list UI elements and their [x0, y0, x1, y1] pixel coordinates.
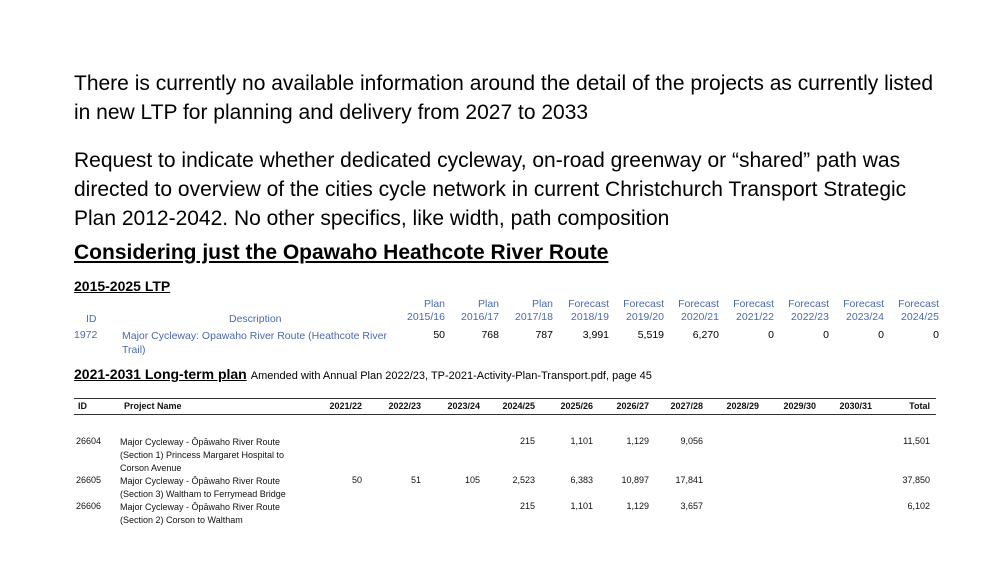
cell-value: 50 — [351, 475, 362, 485]
cell-value: 105 — [464, 475, 480, 485]
cell-value: 768 — [481, 329, 499, 341]
cell-value: 5,519 — [637, 329, 664, 341]
cell-value: 3,991 — [582, 329, 609, 341]
cell-value: 1,129 — [626, 501, 649, 511]
cell-value: 3,657 — [680, 501, 703, 511]
row-id: 1972 — [74, 329, 98, 341]
cell-value: 6,383 — [570, 475, 593, 485]
column-header: 2026/27 — [616, 401, 649, 411]
column-header: 2027/28 — [670, 401, 703, 411]
column-header: 2030/31 — [839, 401, 872, 411]
cell-total: 6,102 — [907, 501, 930, 511]
cell-value: 50 — [433, 329, 445, 341]
cell-value: 10,897 — [621, 475, 649, 485]
column-header: Forecast 2023/24 — [843, 298, 884, 323]
cell-value: 51 — [410, 475, 421, 485]
cell-value: 9,056 — [680, 436, 703, 446]
column-header: Forecast 2022/23 — [788, 298, 829, 323]
cell-value: 0 — [878, 329, 884, 341]
row-project-name: Major Cycleway - Ōpāwaho River Route (Section 1) Princess Margaret Hospital to Corson Avenue — [120, 437, 285, 473]
cell-value: 2,523 — [512, 475, 535, 485]
intro-paragraph: There is currently no available information around the detail of the projects as currently listed in new LTP for planning and delivery from 2027 to 2033 — [74, 72, 934, 124]
cell-value: 17,841 — [675, 475, 703, 485]
column-header: 2021/22 — [329, 401, 362, 411]
column-header-id: ID — [78, 401, 87, 411]
cell-value: 0 — [933, 329, 939, 341]
ltp-2015-title: 2015-2025 LTP — [74, 278, 171, 294]
request-paragraph: Request to indicate whether dedicated cycleway, on-road greenway or “shared” path was directed to overview of the cities cycle network in current Christchurch Transport Strategic Plan 2012-2042. No other specifics, like width, path composition — [74, 149, 907, 230]
column-header: Forecast 2018/19 — [568, 298, 609, 323]
row-id: 26606 — [76, 501, 102, 511]
table-rule — [74, 398, 936, 399]
row-description: Major Cycleway: Opawaho River Route (Heathcote River Trail) — [122, 330, 387, 356]
cell-value: 787 — [535, 329, 553, 341]
cell-value: 215 — [519, 436, 535, 446]
cell-value: 1,101 — [570, 501, 593, 511]
column-header-description: Description — [229, 313, 282, 325]
cell-value: 0 — [823, 329, 829, 341]
column-header-id: ID — [86, 313, 97, 325]
column-header: 2023/24 — [447, 401, 480, 411]
column-header: Plan 2016/17 — [461, 298, 499, 323]
cell-value: 0 — [768, 329, 774, 341]
cell-value: 1,129 — [626, 436, 649, 446]
cell-total: 11,501 — [903, 436, 930, 446]
column-header: Forecast 2019/20 — [623, 298, 664, 323]
column-header: Plan 2015/16 — [407, 298, 445, 323]
cell-total: 37,850 — [902, 475, 930, 485]
column-header: Forecast 2020/21 — [678, 298, 719, 323]
column-header: Plan 2017/18 — [515, 298, 553, 323]
column-header-project-name: Project Name — [124, 401, 182, 411]
row-id: 26605 — [76, 475, 102, 485]
cell-value: 1,101 — [570, 436, 593, 446]
route-heading: Considering just the Opawaho Heathcote River Route — [74, 241, 609, 264]
column-header: 2025/26 — [560, 401, 593, 411]
row-project-name: Major Cycleway - Ōpāwaho River Route (Section 3) Waltham to Ferrymead Bridge — [120, 476, 286, 499]
row-id: 26604 — [76, 436, 102, 446]
ltp-2021-note: Amended with Annual Plan 2022/23, TP-2021-Activity-Plan-Transport.pdf, page 45 — [250, 370, 652, 382]
ltp-2021-heading — [74, 366, 652, 382]
cell-value: 6,270 — [692, 329, 719, 341]
column-header: Forecast 2021/22 — [733, 298, 774, 323]
column-header: Forecast 2024/25 — [898, 298, 939, 323]
cell-value: 215 — [519, 501, 535, 511]
column-header: 2024/25 — [502, 401, 535, 411]
column-header: 2029/30 — [783, 401, 816, 411]
table-rule — [74, 414, 936, 415]
row-project-name: Major Cycleway - Ōpāwaho River Route (Section 2) Corson to Waltham — [120, 502, 281, 525]
column-header: 2022/23 — [388, 401, 421, 411]
column-header-total: Total — [909, 401, 930, 411]
ltp-2021-title: 2021-2031 Long-term plan — [74, 366, 247, 382]
column-header: 2028/29 — [726, 401, 759, 411]
